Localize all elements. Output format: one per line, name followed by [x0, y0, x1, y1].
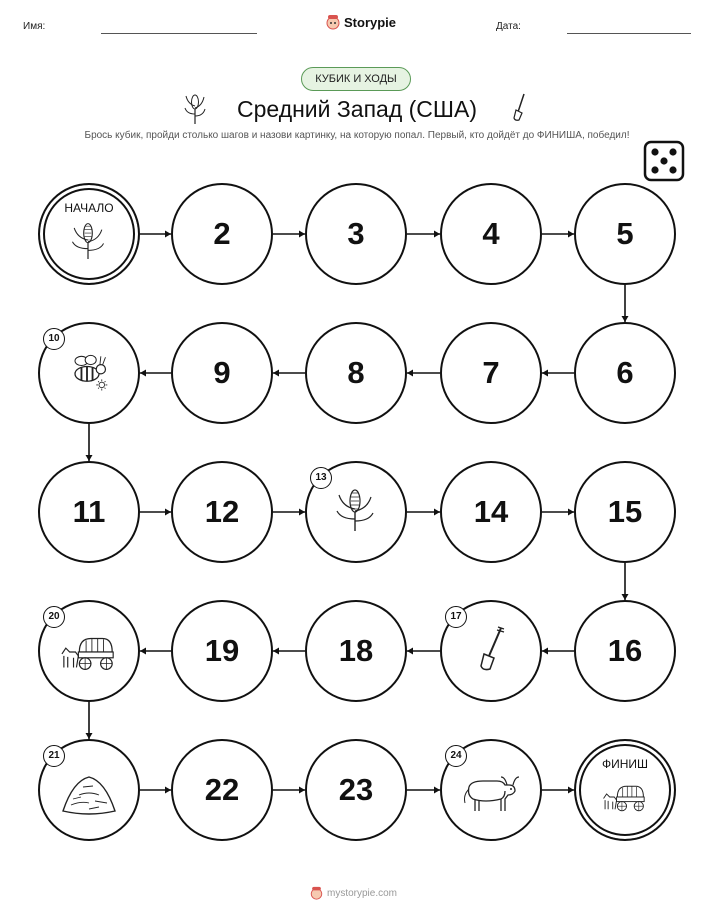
space-number: 5	[616, 216, 634, 251]
ox-icon	[461, 769, 521, 820]
game-type-badge: КУБИК И ХОДЫ	[301, 67, 411, 91]
board-space-23[interactable]	[305, 739, 407, 841]
brand-name: Storypie	[344, 14, 397, 30]
path-arrow	[542, 231, 574, 238]
board-space-18[interactable]	[305, 600, 407, 702]
path-arrow	[622, 563, 629, 600]
board-space-10[interactable]	[38, 322, 140, 424]
finish-space[interactable]	[574, 739, 676, 841]
space-number-badge: 17	[445, 606, 467, 628]
board-space-20[interactable]	[38, 600, 140, 702]
path-arrow	[140, 231, 171, 238]
space-number-badge: 20	[43, 606, 65, 628]
path-arrow	[542, 509, 574, 516]
space-number: 19	[204, 633, 240, 668]
board-space-12[interactable]	[171, 461, 273, 563]
path-arrow	[140, 509, 171, 516]
instructions: Брось кубик, пройди столько шагов и назови картинку, на которую попал. Первый, кто дойдёт до ФИНИША, победил!	[84, 130, 630, 141]
board-space-16[interactable]	[574, 600, 676, 702]
board-space-24[interactable]	[440, 739, 542, 841]
space-number-badge: 10	[43, 328, 65, 350]
space-number: 3	[347, 216, 365, 251]
space-number-badge: 13	[310, 467, 332, 489]
space-number: 7	[482, 355, 500, 390]
path-arrow	[273, 370, 305, 377]
bee-icon	[63, 348, 111, 401]
page-title: Средний Запад (США)	[237, 96, 477, 122]
finish-label: ФИНИШ	[601, 757, 649, 771]
path-arrow	[140, 370, 171, 377]
board-space-9[interactable]	[171, 322, 273, 424]
path-arrow	[273, 231, 305, 238]
hay-pile-icon	[59, 769, 119, 824]
board-space-13[interactable]	[305, 461, 407, 563]
path-arrow	[407, 509, 440, 516]
footer-site: mystorypie.com	[327, 887, 398, 899]
space-number: 23	[338, 772, 374, 807]
space-number: 4	[482, 216, 500, 251]
path-arrow	[622, 285, 629, 322]
name-label: Имя:	[23, 21, 46, 32]
space-number-badge: 24	[445, 745, 467, 767]
covered-wagon-icon	[60, 630, 118, 679]
space-number: 15	[607, 494, 643, 529]
board-space-11[interactable]	[38, 461, 140, 563]
board-space-7[interactable]	[440, 322, 542, 424]
corn-icon	[69, 217, 107, 268]
board-space-3[interactable]	[305, 183, 407, 285]
path-arrow	[273, 787, 305, 794]
footer	[310, 886, 397, 900]
board-space-14[interactable]	[440, 461, 542, 563]
path-arrow	[407, 787, 440, 794]
path-arrow	[140, 787, 171, 794]
space-number: 11	[72, 494, 106, 529]
path-arrow	[542, 787, 574, 794]
path-arrow	[542, 648, 574, 655]
path-arrow	[407, 370, 440, 377]
board-space-21[interactable]	[38, 739, 140, 841]
path-arrow	[273, 509, 305, 516]
board-space-5[interactable]	[574, 183, 676, 285]
path-arrow	[542, 370, 574, 377]
board-space-4[interactable]	[440, 183, 542, 285]
space-number: 16	[607, 633, 643, 668]
board-space-19[interactable]	[171, 600, 273, 702]
path-arrow	[86, 424, 93, 461]
board-space-22[interactable]	[171, 739, 273, 841]
corn-icon	[333, 483, 377, 540]
covered-wagon-icon	[602, 779, 648, 820]
board-space-2[interactable]	[171, 183, 273, 285]
space-number: 22	[204, 772, 240, 807]
space-number: 12	[204, 494, 240, 529]
path-arrow	[273, 648, 305, 655]
board-space-6[interactable]	[574, 322, 676, 424]
date-label: Дата:	[496, 21, 521, 32]
space-number: 2	[213, 216, 231, 251]
space-number-badge: 21	[43, 745, 65, 767]
path-arrow	[86, 702, 93, 739]
board-space-8[interactable]	[305, 322, 407, 424]
shovel-icon	[469, 622, 513, 679]
path-arrow	[407, 648, 440, 655]
space-number: 9	[213, 355, 231, 390]
space-number: 8	[347, 355, 365, 390]
start-space[interactable]	[38, 183, 140, 285]
space-number: 6	[616, 355, 634, 390]
path-arrow	[407, 231, 440, 238]
storypie-footer-icon	[310, 886, 323, 900]
space-number: 14	[473, 494, 509, 529]
path-arrow	[140, 648, 171, 655]
space-number: 18	[338, 633, 374, 668]
start-label: НАЧАЛО	[64, 201, 114, 215]
board-space-15[interactable]	[574, 461, 676, 563]
board-space-17[interactable]	[440, 600, 542, 702]
